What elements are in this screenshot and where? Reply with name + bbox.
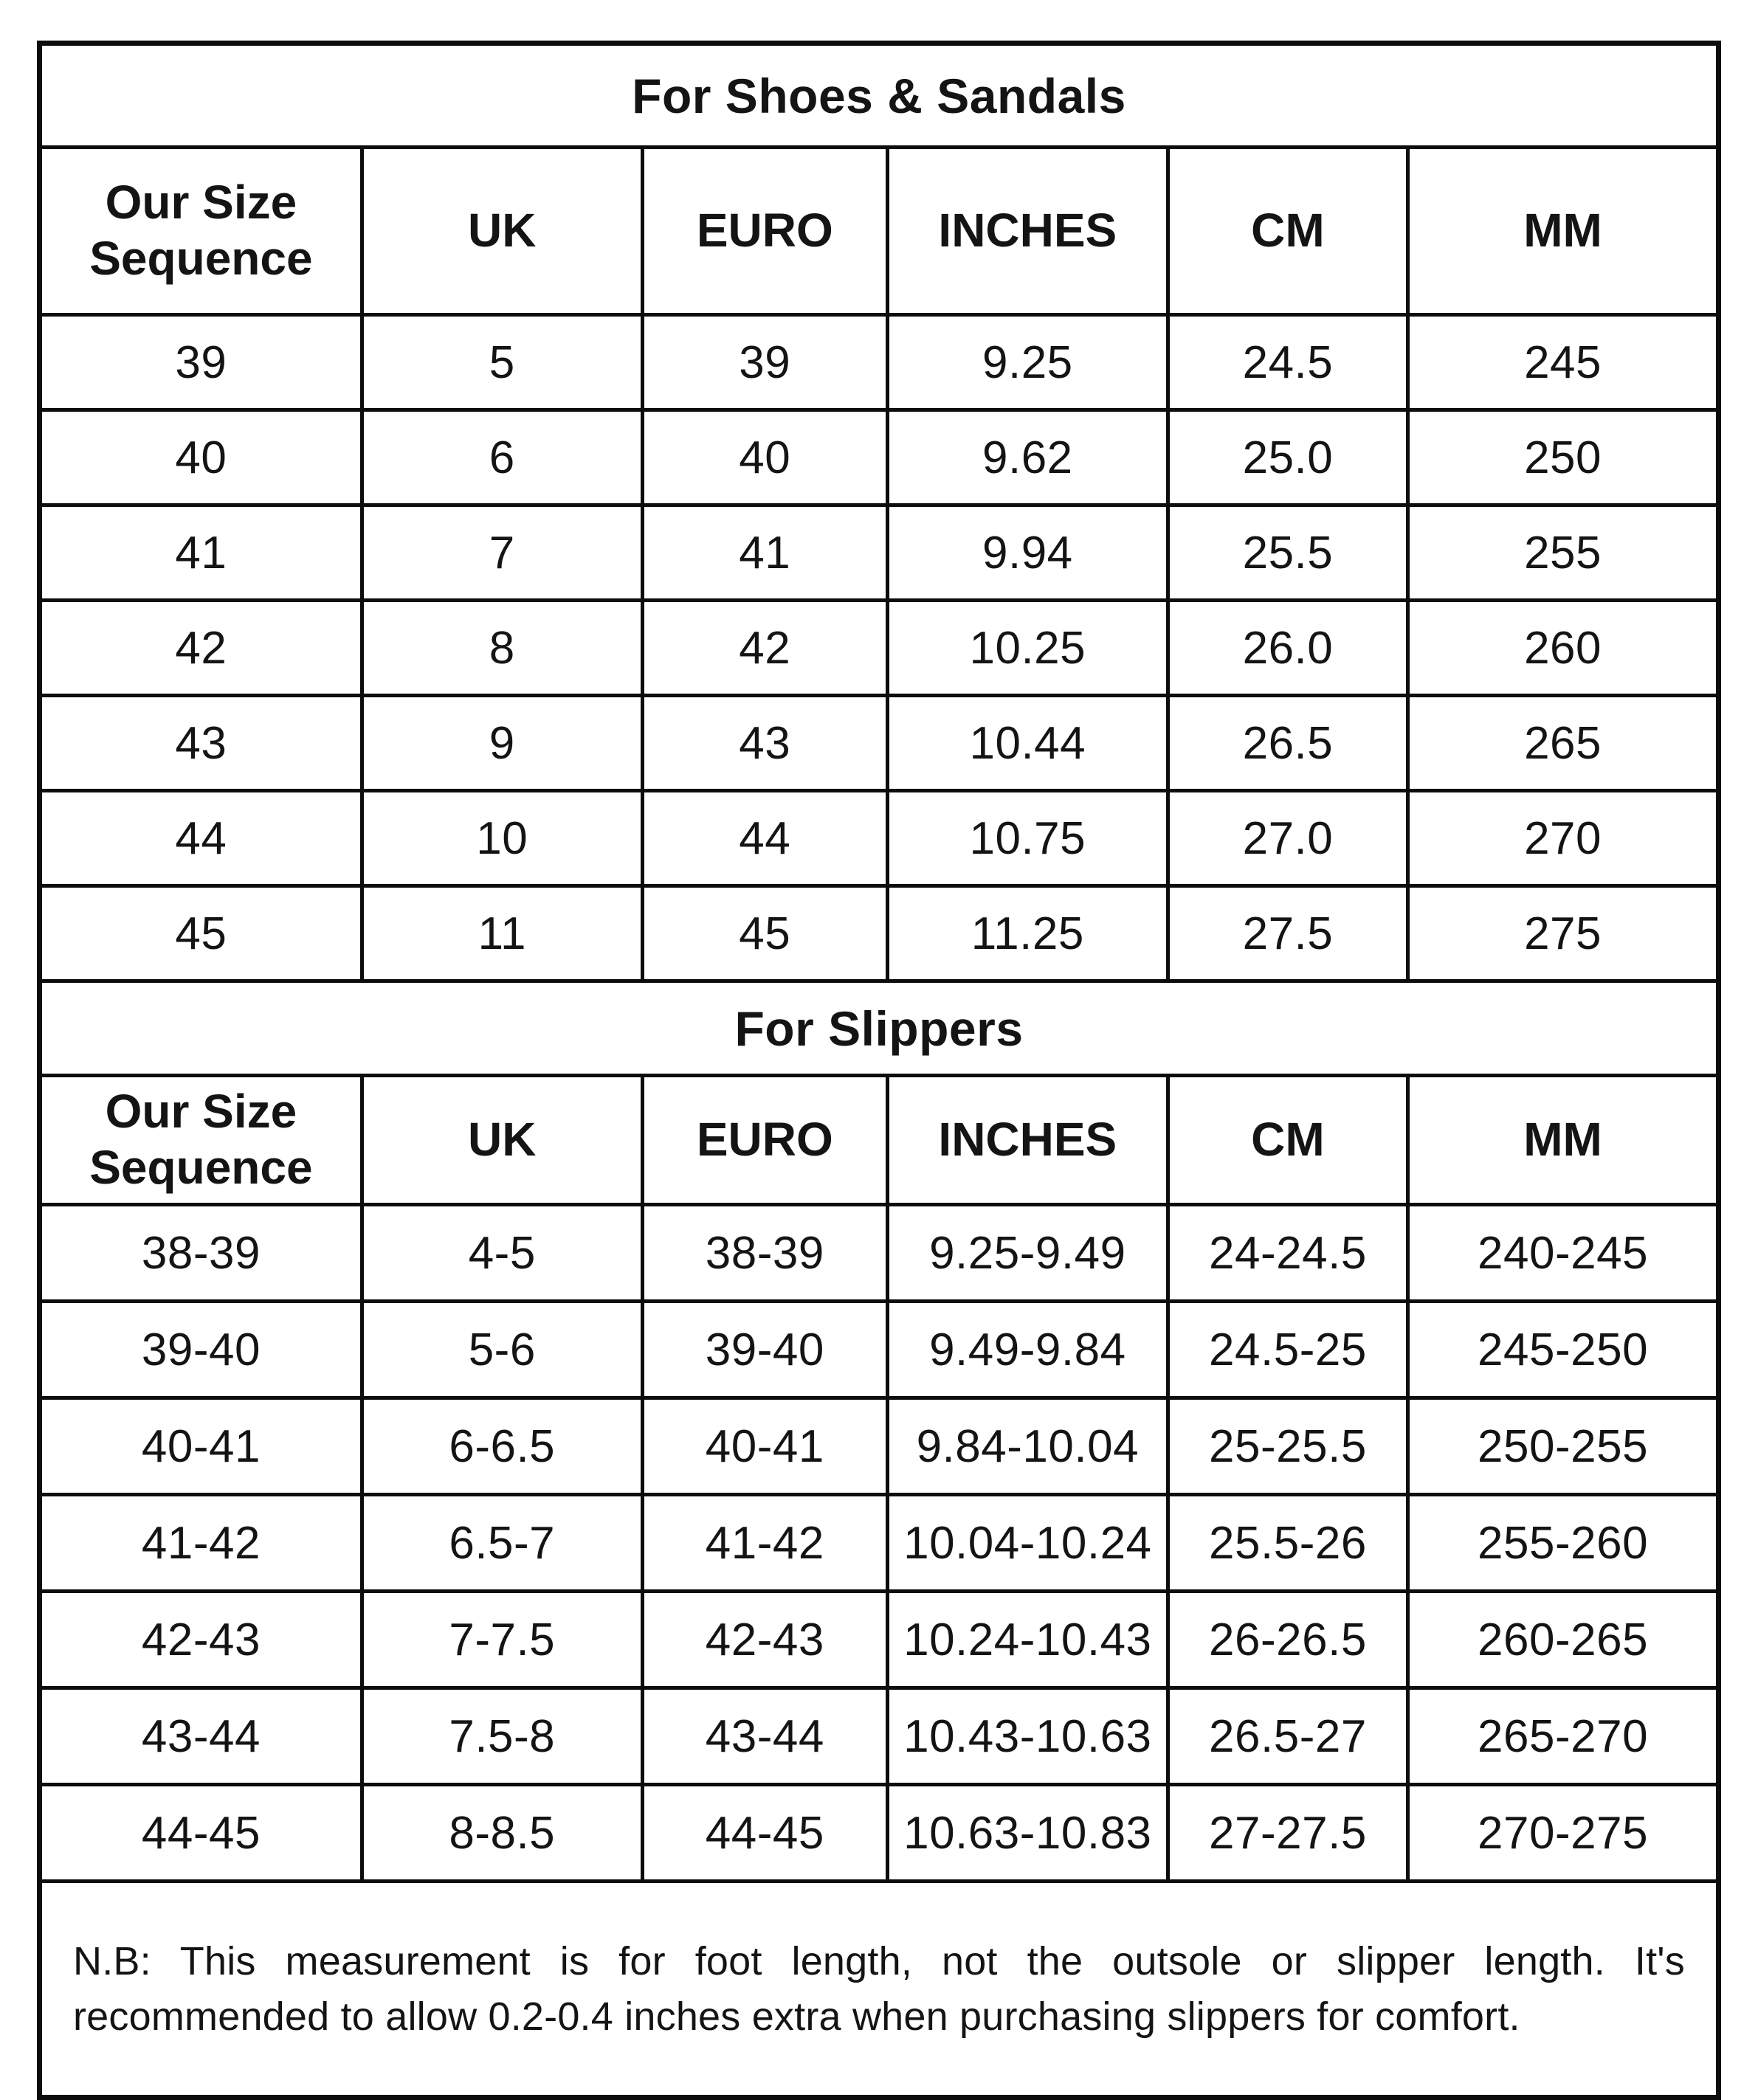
table-row	[40, 148, 1719, 315]
measurement-note: N.B: This measurement is for foot length, not the outsole or slipper length. It's recommended to allow 0.2-0.4 inches extra when purchasing slippers for comfort.	[40, 1882, 1719, 2098]
size-cell: 24.5-25	[1168, 1302, 1407, 1398]
size-cell: 44	[642, 791, 887, 886]
size-cell: 44-45	[642, 1785, 887, 1882]
size-cell: 250-255	[1408, 1398, 1719, 1495]
size-cell: 245-250	[1408, 1302, 1719, 1398]
size-cell: 10.24-10.43	[887, 1592, 1168, 1688]
size-cell: 4-5	[362, 1205, 642, 1302]
size-cell: 41-42	[642, 1495, 887, 1592]
size-cell: 10.75	[887, 791, 1168, 886]
size-cell: 9.49-9.84	[887, 1302, 1168, 1398]
size-cell: 11	[362, 886, 642, 981]
column-header-uk: UK	[362, 148, 642, 315]
size-cell: 43	[642, 696, 887, 791]
size-cell: 265	[1408, 696, 1719, 791]
size-cell: 40	[40, 410, 362, 505]
size-cell: 41	[40, 505, 362, 601]
size-cell: 10.43-10.63	[887, 1688, 1168, 1785]
size-cell: 9.94	[887, 505, 1168, 601]
size-cell: 25.0	[1168, 410, 1407, 505]
size-cell: 6	[362, 410, 642, 505]
size-cell: 255-260	[1408, 1495, 1719, 1592]
size-cell: 26.5	[1168, 696, 1407, 791]
size-cell: 24.5	[1168, 315, 1407, 410]
size-cell: 275	[1408, 886, 1719, 981]
size-cell: 10.25	[887, 601, 1168, 696]
size-cell: 41-42	[40, 1495, 362, 1592]
table-row	[40, 1302, 1719, 1398]
size-cell: 260-265	[1408, 1592, 1719, 1688]
table-row	[40, 981, 1719, 1076]
size-cell: 39	[642, 315, 887, 410]
column-header-our-size-sequence: Our Size Sequence	[40, 1076, 362, 1205]
size-cell: 10.44	[887, 696, 1168, 791]
column-header-inches: INCHES	[887, 148, 1168, 315]
table-row	[40, 410, 1719, 505]
size-cell: 41	[642, 505, 887, 601]
size-cell: 42	[40, 601, 362, 696]
size-cell: 5	[362, 315, 642, 410]
size-cell: 27.5	[1168, 886, 1407, 981]
column-header-our-size-sequence: Our Size Sequence	[40, 148, 362, 315]
size-cell: 8	[362, 601, 642, 696]
table-row	[40, 1785, 1719, 1882]
size-cell: 6.5-7	[362, 1495, 642, 1592]
size-cell: 39	[40, 315, 362, 410]
size-cell: 245	[1408, 315, 1719, 410]
table-row	[40, 505, 1719, 601]
column-header-cm: CM	[1168, 148, 1407, 315]
size-cell: 44-45	[40, 1785, 362, 1882]
size-cell: 240-245	[1408, 1205, 1719, 1302]
size-cell: 39-40	[642, 1302, 887, 1398]
table-row	[40, 1076, 1719, 1205]
size-cell: 24-24.5	[1168, 1205, 1407, 1302]
table-row	[40, 1398, 1719, 1495]
column-header-mm: MM	[1408, 148, 1719, 315]
size-cell: 9.25-9.49	[887, 1205, 1168, 1302]
size-cell: 260	[1408, 601, 1719, 696]
size-cell: 9.25	[887, 315, 1168, 410]
size-cell: 250	[1408, 410, 1719, 505]
shoe-size-chart-table	[37, 41, 1721, 2100]
size-cell: 26-26.5	[1168, 1592, 1407, 1688]
size-cell: 40-41	[40, 1398, 362, 1495]
table-row	[40, 1688, 1719, 1785]
size-cell: 9.62	[887, 410, 1168, 505]
size-cell: 25.5-26	[1168, 1495, 1407, 1592]
table-row	[40, 1882, 1719, 2098]
column-header-inches: INCHES	[887, 1076, 1168, 1205]
size-cell: 10	[362, 791, 642, 886]
size-cell: 27-27.5	[1168, 1785, 1407, 1882]
table-row	[40, 601, 1719, 696]
size-cell: 265-270	[1408, 1688, 1719, 1785]
table-row	[40, 1495, 1719, 1592]
size-cell: 42-43	[40, 1592, 362, 1688]
size-cell: 27.0	[1168, 791, 1407, 886]
size-cell: 255	[1408, 505, 1719, 601]
size-cell: 42-43	[642, 1592, 887, 1688]
size-cell: 39-40	[40, 1302, 362, 1398]
table-row	[40, 696, 1719, 791]
size-cell: 270	[1408, 791, 1719, 886]
slippers-section-title: For Slippers	[40, 981, 1719, 1076]
size-cell: 45	[642, 886, 887, 981]
size-cell: 5-6	[362, 1302, 642, 1398]
table-row	[40, 315, 1719, 410]
size-cell: 10.63-10.83	[887, 1785, 1168, 1882]
size-cell: 38-39	[40, 1205, 362, 1302]
table-row	[40, 886, 1719, 981]
column-header-uk: UK	[362, 1076, 642, 1205]
size-cell: 9.84-10.04	[887, 1398, 1168, 1495]
size-cell: 26.0	[1168, 601, 1407, 696]
size-cell: 43-44	[642, 1688, 887, 1785]
size-cell: 270-275	[1408, 1785, 1719, 1882]
size-cell: 44	[40, 791, 362, 886]
size-cell: 10.04-10.24	[887, 1495, 1168, 1592]
column-header-euro: EURO	[642, 148, 887, 315]
table-row	[40, 791, 1719, 886]
size-cell: 25-25.5	[1168, 1398, 1407, 1495]
size-cell: 8-8.5	[362, 1785, 642, 1882]
size-cell: 7.5-8	[362, 1688, 642, 1785]
size-cell: 40-41	[642, 1398, 887, 1495]
size-cell: 11.25	[887, 886, 1168, 981]
column-header-cm: CM	[1168, 1076, 1407, 1205]
size-cell: 9	[362, 696, 642, 791]
size-cell: 7-7.5	[362, 1592, 642, 1688]
size-cell: 38-39	[642, 1205, 887, 1302]
column-header-euro: EURO	[642, 1076, 887, 1205]
size-cell: 40	[642, 410, 887, 505]
size-cell: 26.5-27	[1168, 1688, 1407, 1785]
size-cell: 45	[40, 886, 362, 981]
size-cell: 43	[40, 696, 362, 791]
shoes-sandals-section-title: For Shoes & Sandals	[40, 44, 1719, 148]
table-row	[40, 1592, 1719, 1688]
size-cell: 43-44	[40, 1688, 362, 1785]
column-header-mm: MM	[1408, 1076, 1719, 1205]
table-row	[40, 1205, 1719, 1302]
size-cell: 6-6.5	[362, 1398, 642, 1495]
size-cell: 42	[642, 601, 887, 696]
table-row	[40, 44, 1719, 148]
size-cell: 25.5	[1168, 505, 1407, 601]
size-cell: 7	[362, 505, 642, 601]
